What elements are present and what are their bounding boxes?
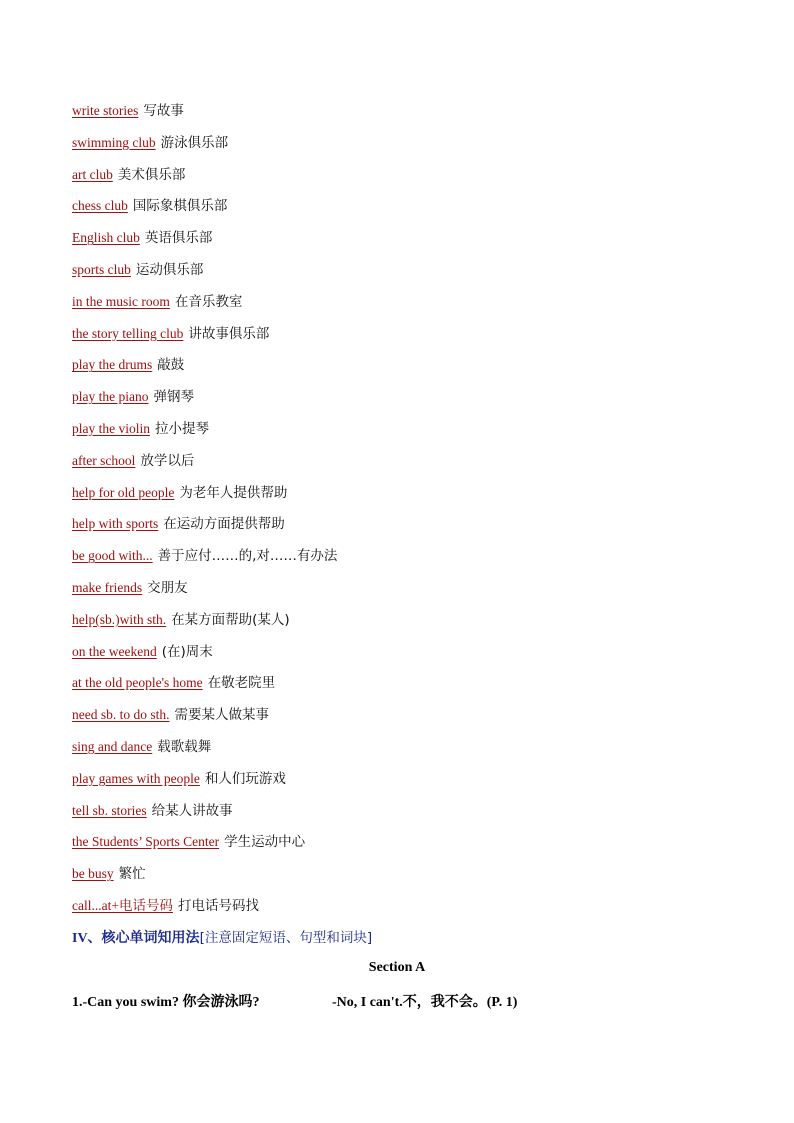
phrase-chinese-meaning: 游泳俱乐部 <box>160 134 229 151</box>
phrase-english-link[interactable]: help with sports <box>72 516 159 532</box>
phrase-chinese-meaning: 讲故事俱乐部 <box>188 325 270 342</box>
phrase-chinese-meaning: 善于应付……的,对……有办法 <box>157 548 338 565</box>
phrase-chinese-meaning: 载歌载舞 <box>157 738 212 755</box>
phrase-row <box>72 164 337 196</box>
phrase-row <box>72 513 337 545</box>
phrase-chinese-meaning: 拉小提琴 <box>155 420 209 437</box>
section-heading <box>72 926 372 947</box>
phrase-english-link[interactable]: sports club <box>72 261 131 277</box>
phrase-chinese-meaning: 交朋友 <box>147 579 188 596</box>
example-sentence <box>72 991 518 1011</box>
phrase-chinese-meaning: 敲鼓 <box>157 357 185 374</box>
phrase-chinese-meaning: 在某方面帮助(某人) <box>171 611 290 628</box>
phrase-english-link[interactable]: chess club <box>72 198 128 214</box>
phrase-row <box>72 768 337 800</box>
phrase-english-link[interactable]: be good with... <box>72 548 153 564</box>
phrase-english-link[interactable]: at the old people's home <box>72 675 203 691</box>
phrase-row <box>72 354 337 386</box>
phrase-chinese-meaning: 繁忙 <box>118 866 146 883</box>
phrase-row <box>72 736 337 768</box>
phrase-chinese-meaning: 学生运动中心 <box>224 834 306 851</box>
phrase-row <box>72 227 337 259</box>
phrase-english-link[interactable]: swimming club <box>72 134 156 150</box>
example-answer: -No, I can't.不，我不会。(P. 1) <box>332 995 518 1010</box>
phrase-row <box>72 545 337 577</box>
phrase-chinese-meaning: 在音乐教室 <box>174 293 243 310</box>
phrase-row <box>72 800 337 832</box>
phrase-chinese-meaning: 在敬老院里 <box>207 675 276 692</box>
phrase-english-link[interactable]: help for old people <box>72 484 175 500</box>
phrase-english-link[interactable]: play games with people <box>72 770 200 786</box>
phrase-row <box>72 323 337 355</box>
phrase-english-link[interactable]: sing and dance <box>72 738 153 754</box>
phrase-row <box>72 450 337 482</box>
phrase-chinese-meaning: 打电话号码找 <box>177 897 259 914</box>
phrase-english-link[interactable]: art club <box>72 166 113 182</box>
phrase-list <box>72 100 337 927</box>
phrase-english-link[interactable]: be busy <box>72 866 114 882</box>
phrase-english-link[interactable]: on the weekend <box>72 643 157 659</box>
phrase-row <box>72 418 337 450</box>
phrase-chinese-meaning: 国际象棋俱乐部 <box>132 198 228 215</box>
phrase-english-link[interactable]: help(sb.)with sth. <box>72 611 167 627</box>
phrase-chinese-meaning: 弹钢琴 <box>153 389 194 406</box>
phrase-row <box>72 132 337 164</box>
phrase-row <box>72 291 337 323</box>
phrase-row <box>72 482 337 514</box>
phrase-chinese-meaning: 在运动方面提供帮助 <box>163 516 285 533</box>
phrase-row <box>72 386 337 418</box>
example-question: 1.-Can you swim? 你会游泳吗? <box>72 995 260 1010</box>
phrase-chinese-meaning: 为老年人提供帮助 <box>179 484 288 501</box>
phrase-row <box>72 831 337 863</box>
phrase-english-link[interactable]: the story telling club <box>72 325 184 341</box>
phrase-english-link[interactable]: call...at+电话号码 <box>72 897 173 913</box>
phrase-english-link[interactable]: make friends <box>72 579 143 595</box>
phrase-chinese-meaning: 英语俱乐部 <box>144 230 213 247</box>
phrase-row <box>72 577 337 609</box>
phrase-english-link[interactable]: English club <box>72 230 140 246</box>
phrase-english-link[interactable]: play the piano <box>72 389 149 405</box>
phrase-english-link[interactable]: in the music room <box>72 293 170 309</box>
phrase-row <box>72 195 337 227</box>
phrase-english-link[interactable]: play the drums <box>72 357 153 373</box>
phrase-chinese-meaning: 给某人讲故事 <box>151 802 233 819</box>
phrase-chinese-meaning: (在)周末 <box>161 643 213 660</box>
phrase-english-link[interactable]: the Students’ Sports Center <box>72 834 220 850</box>
phrase-chinese-meaning: 美术俱乐部 <box>117 166 186 183</box>
phrase-row <box>72 895 337 927</box>
phrase-row <box>72 259 337 291</box>
phrase-english-link[interactable]: after school <box>72 452 136 468</box>
phrase-english-link[interactable]: play the violin <box>72 420 150 436</box>
phrase-english-link[interactable]: write stories <box>72 103 139 118</box>
section-heading-note: [注意固定短语、句型和词块] <box>199 930 373 946</box>
phrase-row <box>72 609 337 641</box>
phrase-chinese-meaning: 放学以后 <box>140 452 195 469</box>
section-heading-text: IV、核心单词知用法 <box>72 931 200 946</box>
section-title: Section A <box>368 960 426 975</box>
phrase-row <box>72 100 337 132</box>
phrase-chinese-meaning: 运动俱乐部 <box>135 261 204 278</box>
phrase-chinese-meaning: 写故事 <box>143 103 184 119</box>
phrase-row <box>72 704 337 736</box>
phrase-row <box>72 641 337 673</box>
phrase-row <box>72 672 337 704</box>
phrase-chinese-meaning: 需要某人做某事 <box>174 707 269 724</box>
phrase-english-link[interactable]: tell sb. stories <box>72 802 147 818</box>
phrase-chinese-meaning: 和人们玩游戏 <box>204 770 286 787</box>
phrase-english-link[interactable]: need sb. to do sth. <box>72 707 170 723</box>
phrase-row <box>72 863 337 895</box>
